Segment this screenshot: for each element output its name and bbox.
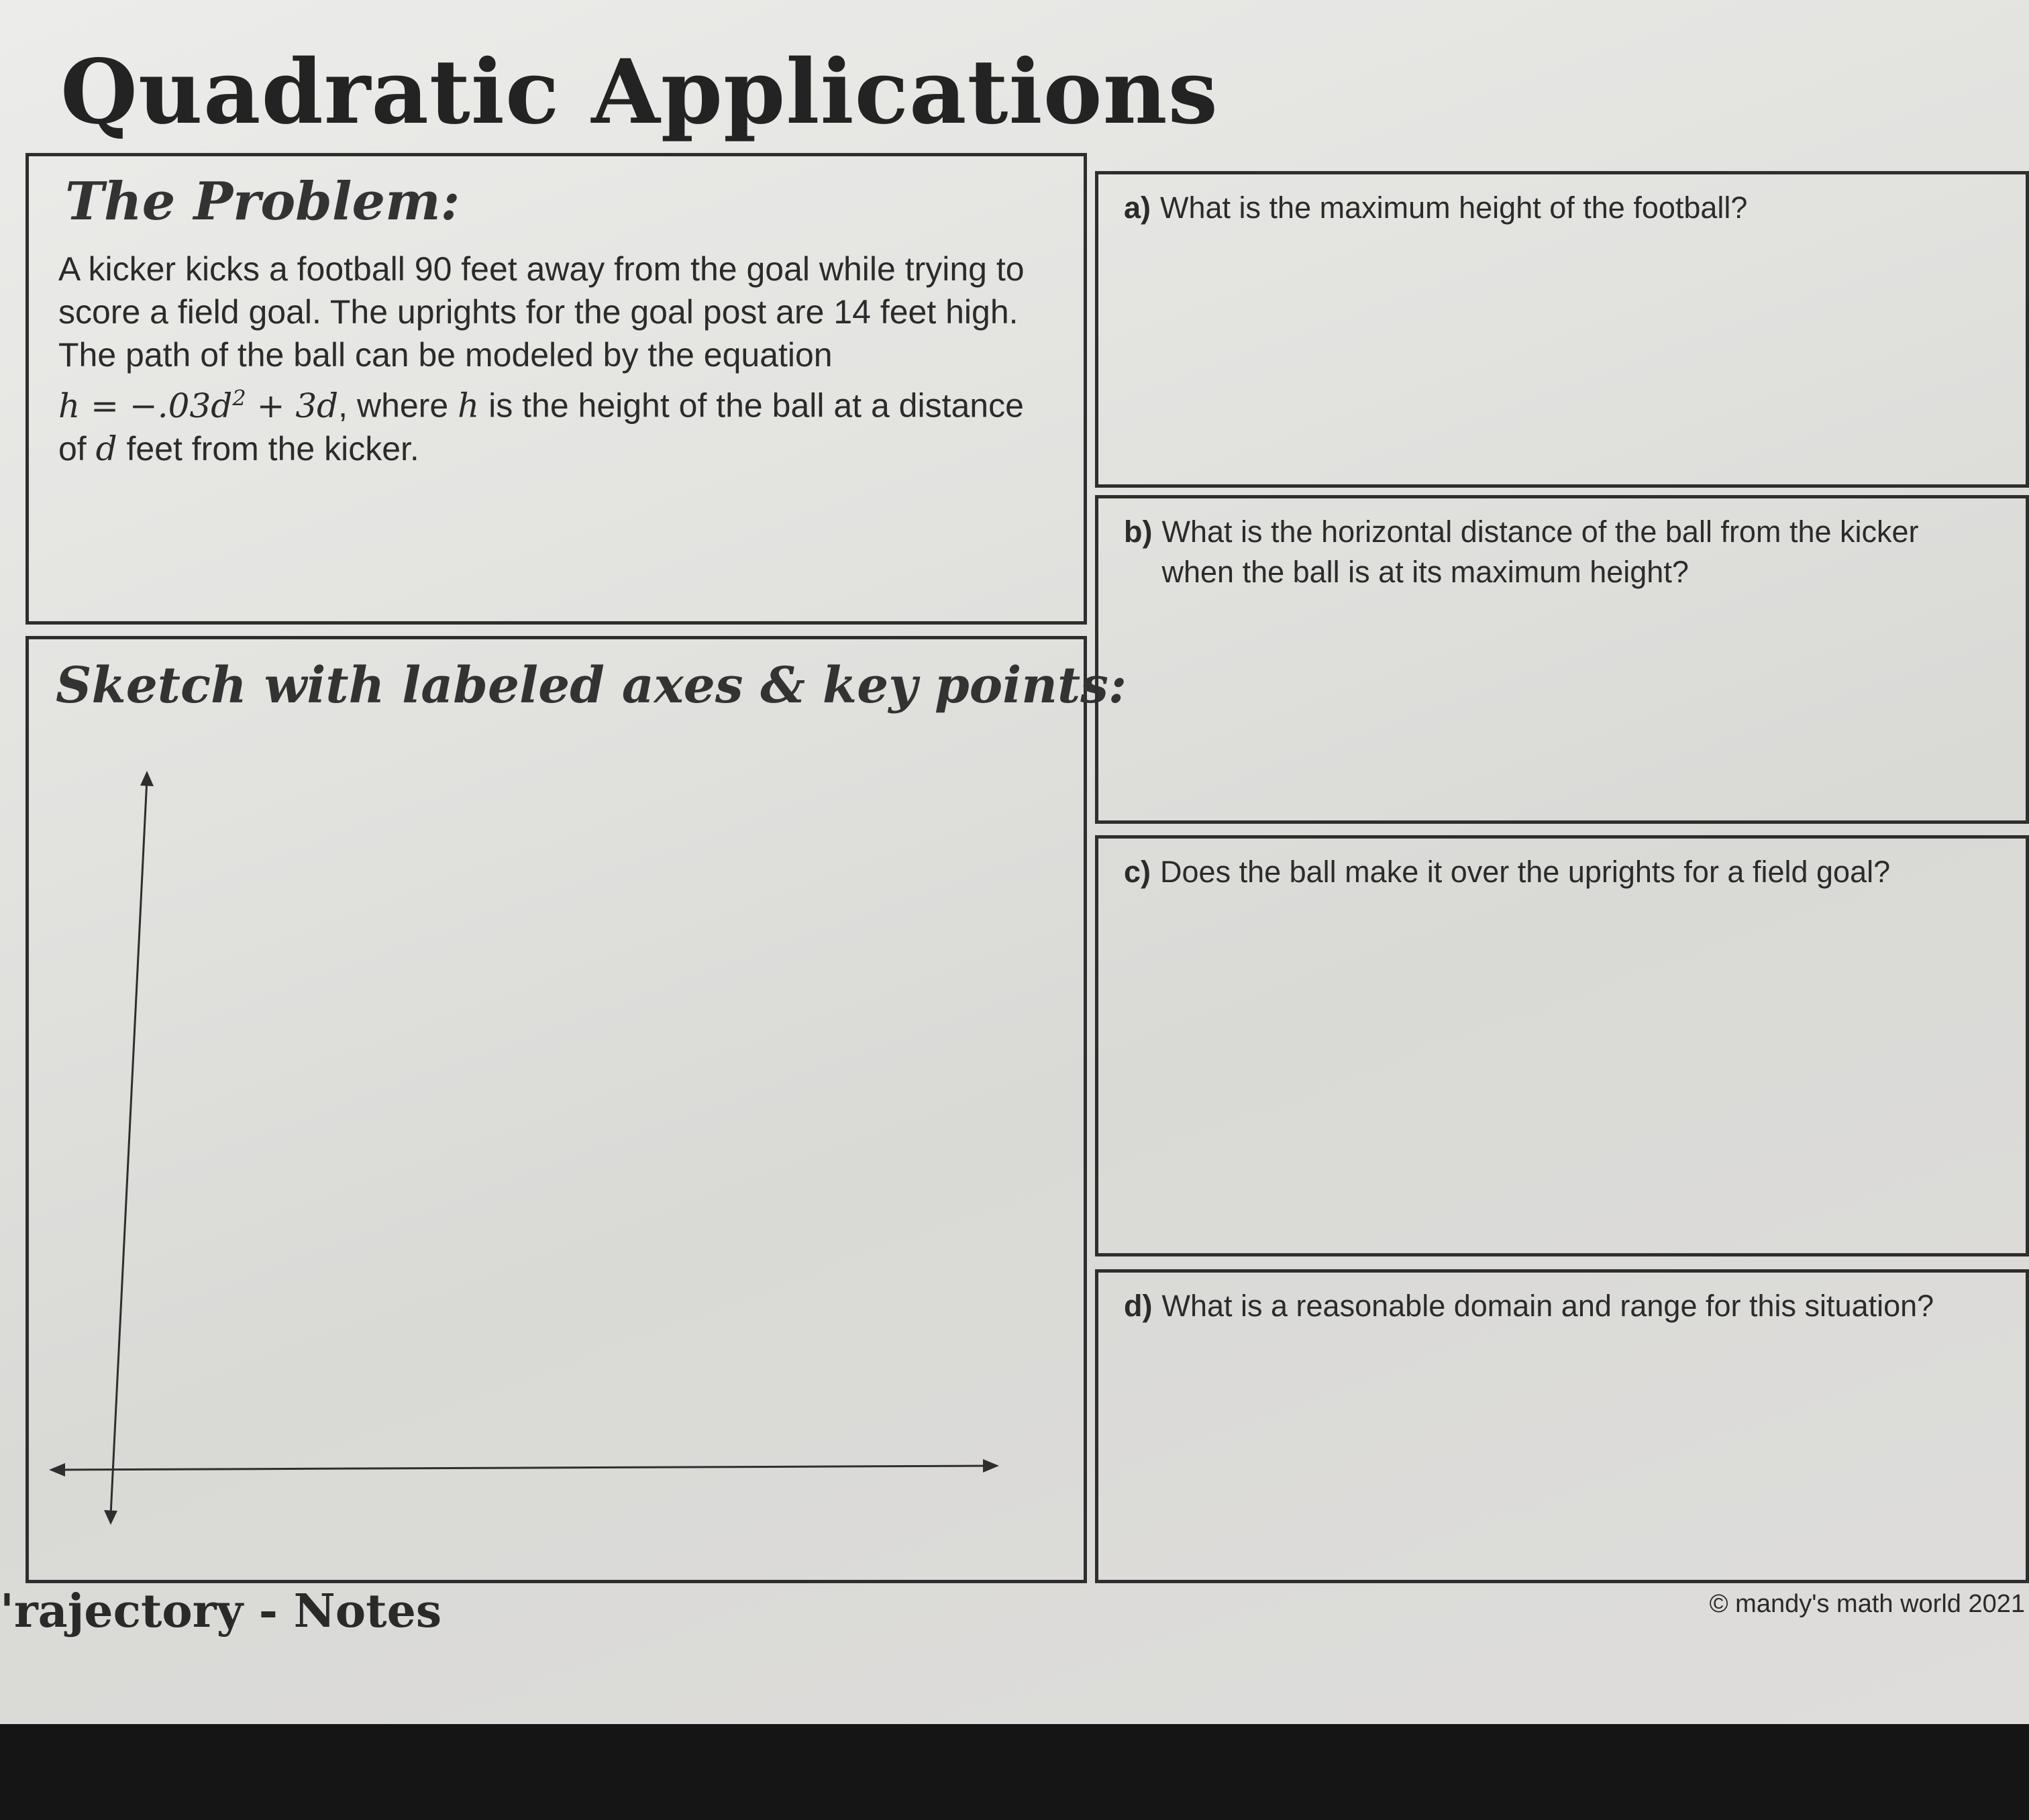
sketch-box [25,636,1127,1583]
x-axis-arrow-left [49,1463,65,1477]
problem-heading: The Problem: [65,171,460,232]
footer-copyright: © mandy's math world 2021 [1709,1590,2025,1618]
y-axis-line [111,779,147,1515]
variable-h: h [458,386,480,425]
question-c [1124,852,1996,892]
question-c-box [1095,835,2029,1256]
equation-exponent: 2 [232,385,246,411]
question-c-letter: c) [1124,855,1151,889]
question-d-text: What is a reasonable domain and range for this situation? [1161,1289,1934,1323]
x-axis-arrow-right [983,1459,999,1473]
question-b [1124,512,1996,592]
question-d-box [1095,1269,2029,1583]
sketch-heading: Sketch with labeled axes & key points: [56,657,1127,714]
y-axis-arrow-up [140,771,154,786]
problem-statement [58,248,1065,470]
variable-d: d [95,429,117,468]
question-b-text: What is the horizontal distance of the ball from the kicker when the ball is at its maximum height? [1161,515,1919,589]
question-a-letter: a) [1124,191,1151,225]
equation-rhs: + 3d [246,386,339,425]
problem-line-2: score a field goal. The uprights for the goal post are 14 feet high. [58,293,1019,331]
blank-axes [29,639,1084,1580]
problem-line-3: The path of the ball can be modeled by the equation [58,336,833,374]
problem-line-4-rest: is the height of the ball at a distance [479,386,1024,425]
problem-line-1: A kicker kicks a football 90 feet away from the goal while trying to [58,250,1025,288]
question-c-text: Does the ball make it over the uprights for a field goal? [1160,855,1891,889]
equation-lhs: h = −.03d [58,386,233,425]
question-d-letter: d) [1124,1289,1153,1323]
problem-box [25,153,1087,625]
question-a [1124,188,1996,228]
problem-line-5-rest: feet from the kicker. [117,429,419,468]
problem-line-5-pre: of [58,429,96,468]
y-axis-arrow-down [104,1510,117,1525]
equation-where: , where [338,386,458,425]
equation [58,386,338,425]
x-axis-line [56,1466,992,1470]
question-a-text: What is the maximum height of the football? [1160,191,1748,225]
page-title: Quadratic Applications [60,40,1218,144]
question-d [1124,1286,1996,1326]
question-b-letter: b) [1124,515,1153,549]
question-b-box [1095,495,2029,824]
question-a-box [1095,171,2029,488]
footer-lesson-title: 'rajectory - Notes [0,1585,442,1638]
